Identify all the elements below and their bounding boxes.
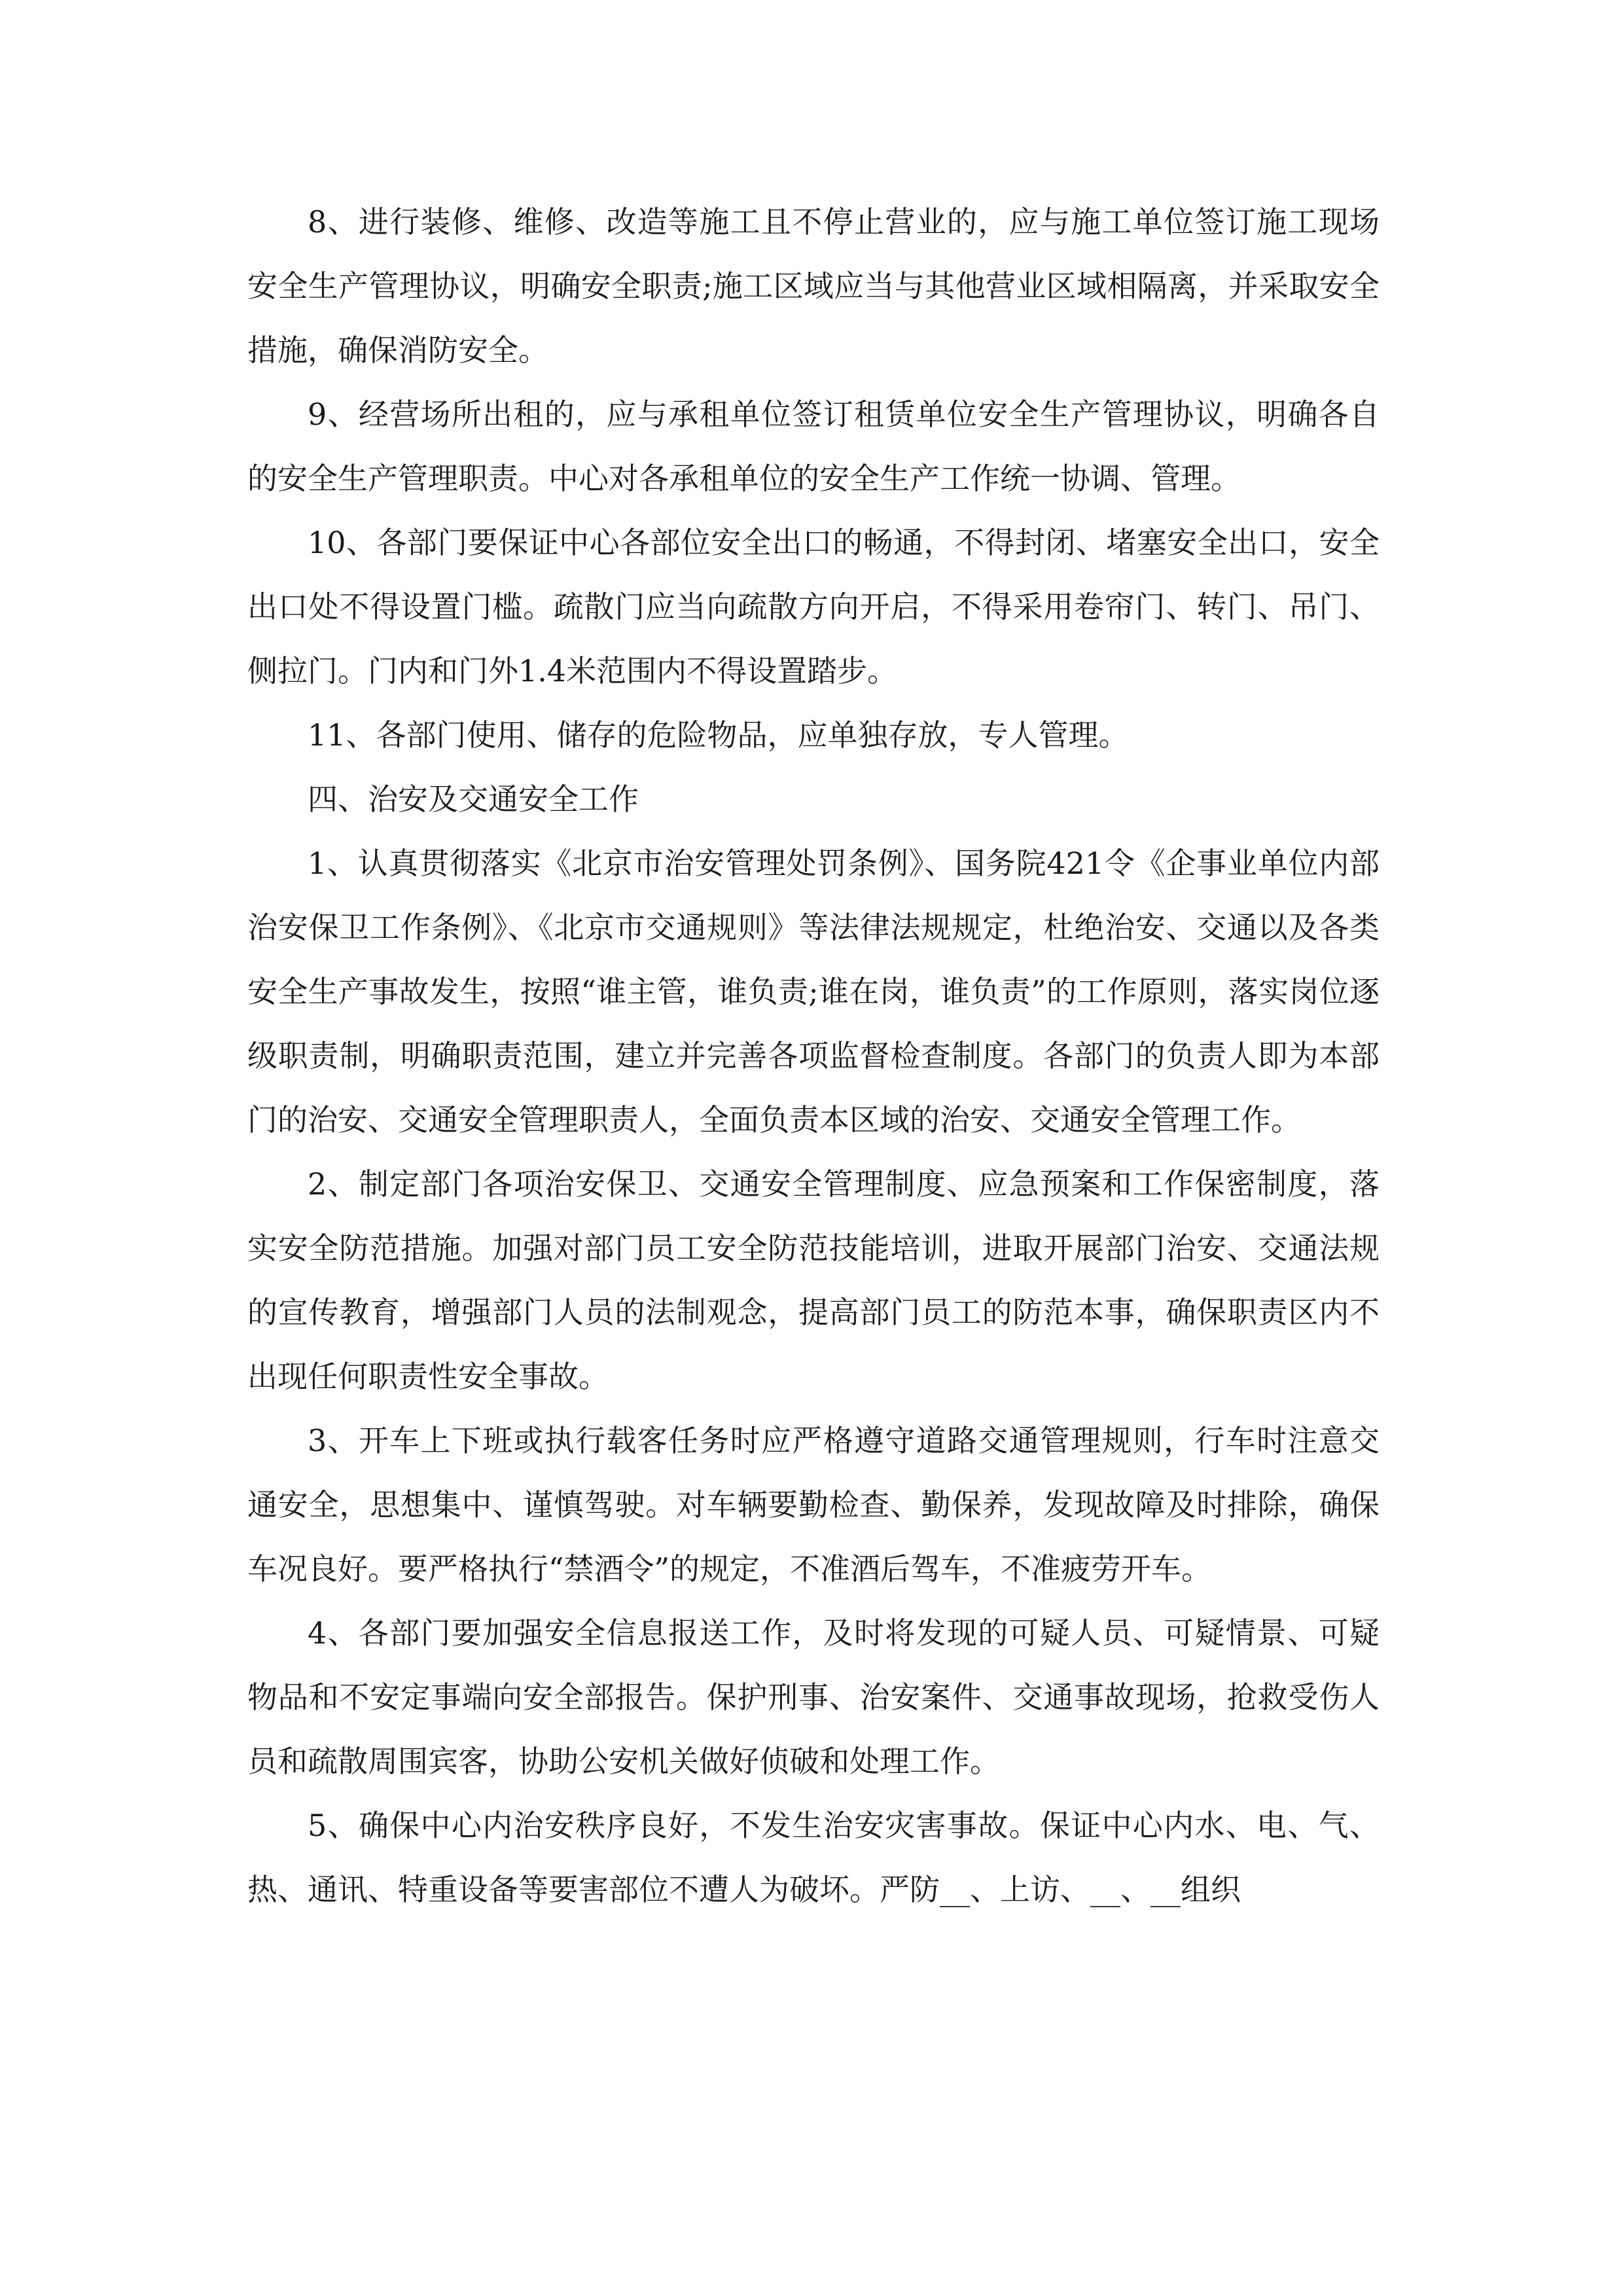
paragraph-item-4: 4、各部门要加强安全信息报送工作，及时将发现的可疑人员、可疑情景、可疑物品和不安定事端向安全部报告。保护刑事、治安案件、交通事故现场，抢救受伤人员和疏散周围宾客，协助公安机关做好侦破和处理工作。 <box>247 1615 1380 1779</box>
paragraph-item-3: 3、开车上下班或执行载客任务时应严格遵守道路交通管理规则，行车时注意交通安全，思想集中、谨慎驾驶。对车辆要勤检查、勤保养，发现故障及时排除，确保车况良好。要严格执行“禁酒令”的规定，不准酒后驾车，不准疲劳开车。 <box>247 1423 1380 1587</box>
paragraph-item-1: 1、认真贯彻落实《北京市治安管理处罚条例》、国务院421令《企事业单位内部治安保卫工作条例》、《北京市交通规则》等法律法规规定，杜绝治安、交通以及各类安全生产事故发生，按照“谁主管，谁负责;谁在岗，谁负责”的工作原则，落实岗位逐级职责制，明确职责范围，建立并完善各项监督检查制度。各部门的负责人即为本部门的治安、交通安全管理职责人，全面负责本区域的治安、交通安全管理工作。 <box>247 846 1380 1138</box>
document-body <box>247 190 1380 1922</box>
paragraph-item-2: 2、制定部门各项治安保卫、交通安全管理制度、应急预案和工作保密制度，落实安全防范措施。加强对部门员工安全防范技能培训，进取开展部门治安、交通法规的宣传教育，增强部门人员的法制观念，提高部门员工的防范本事，确保职责区内不出现任何职责性安全事故。 <box>247 1166 1380 1394</box>
paragraph-item-9: 9、经营场所出租的，应与承租单位签订租赁单位安全生产管理协议，明确各自的安全生产管理职责。中心对各承租单位的安全生产工作统一协调、管理。 <box>247 397 1380 496</box>
paragraph-item-8: 8、进行装修、维修、改造等施工且不停止营业的，应与施工单位签订施工现场安全生产管理协议，明确安全职责;施工区域应当与其他营业区域相隔离，并采取安全措施，确保消防安全。 <box>247 204 1380 368</box>
section-heading-4: 四、治安及交通安全工作 <box>308 781 639 817</box>
paragraph-item-5: 5、确保中心内治安秩序良好，不发生治安灾害事故。保证中心内水、电、气、热、通讯、特重设备等要害部位不遭人为破坏。严防__、上访、__、__组织 <box>247 1808 1380 1907</box>
paragraph-item-11: 11、各部门使用、储存的危险物品，应单独存放，专人管理。 <box>308 717 1129 753</box>
paragraph-item-10: 10、各部门要保证中心各部位安全出口的畅通，不得封闭、堵塞安全出口，安全出口处不得设置门槛。疏散门应当向疏散方向开启，不得采用卷帘门、转门、吊门、侧拉门。门内和门外1.4米范围内不得设置踏步。 <box>247 525 1380 689</box>
